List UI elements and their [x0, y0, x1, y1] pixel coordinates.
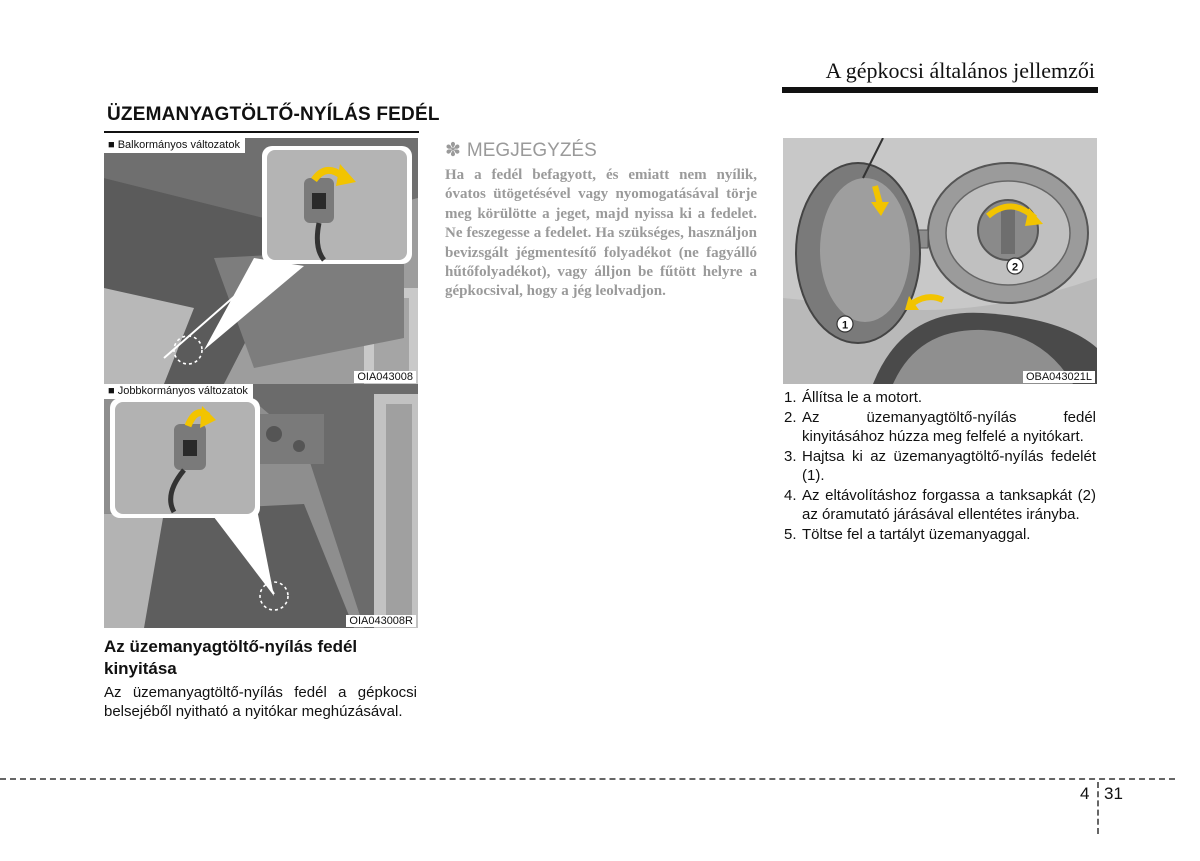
opening-title: Az üzemanyagtöltő-nyílás fedél kinyitása — [104, 637, 358, 678]
figure-code: OBA043021L — [1023, 371, 1095, 383]
steps-list — [784, 388, 1096, 545]
note-text: Ha a fedél befagyott, és emiatt nem nyílik, óvatos ütögetésével vagy nyomogatásával törje meg körülötte a jeget, majd nyissa ki a fedelet. Ne feszegesse a fedelet. Ha szükséges, használjon bevizsgált jégmentesítő folyadékot (ne fagyálló hűtőfolyadékot), vagy álljon be fűtött helyre a gépkocsival, hogy a jég leolvadjon. — [445, 167, 757, 300]
asterisk-icon: ✽ — [445, 140, 461, 161]
footer-divider — [0, 778, 1175, 780]
list-item: 5. Töltse fel a tartályt üzemanyaggal. — [784, 526, 1031, 543]
chapter-title: A gépkocsi általános jellemzői — [825, 58, 1095, 83]
section-rule — [104, 131, 419, 133]
list-item: 2. Az üzemanyagtöltő-nyílás fedél kinyitásához húzza meg felfelé a nyitókart. — [784, 409, 1096, 445]
list-item: 4. Az eltávolításhoz forgassa a tanksapkát (2) az óramutató járásával ellentétes irányba. — [784, 487, 1096, 523]
list-item: 3. Hajtsa ki az üzemanyagtöltő-nyílás fedelét (1). — [784, 448, 1096, 484]
figure-variant-label: ■ Jobbkormányos változatok — [104, 384, 253, 399]
note-title — [445, 139, 597, 162]
floor-lever-photo-rhd — [104, 384, 418, 628]
page-number: 31 — [1104, 784, 1123, 803]
list-item: 1. Állítsa le a motort. — [784, 389, 923, 406]
callout-2: 2 — [1011, 261, 1019, 274]
figure-code: OIA043008R — [346, 615, 416, 627]
header-rule — [782, 87, 1098, 93]
figure-left-hand-drive — [104, 138, 418, 384]
opening-text: Az üzemanyagtöltő-nyílás fedél a gépkocsi belsejéből nyitható a nyitókar meghúzásával. — [104, 684, 417, 720]
footer-vertical-divider — [1097, 782, 1099, 834]
figure-fuel-door — [783, 138, 1097, 384]
chapter-number: 4 — [1080, 784, 1090, 803]
floor-lever-photo — [104, 138, 418, 384]
section-title: ÜZEMANYAGTÖLTŐ-NYÍLÁS FEDÉL — [107, 104, 440, 125]
note-title-text: MEGJEGYZÉS — [466, 140, 597, 161]
fuel-door-photo — [783, 138, 1097, 384]
figure-code: OIA043008 — [354, 371, 416, 383]
figure-right-hand-drive — [104, 384, 418, 628]
callout-1: 1 — [841, 319, 849, 332]
figure-variant-label: ■ Balkormányos változatok — [104, 138, 245, 153]
